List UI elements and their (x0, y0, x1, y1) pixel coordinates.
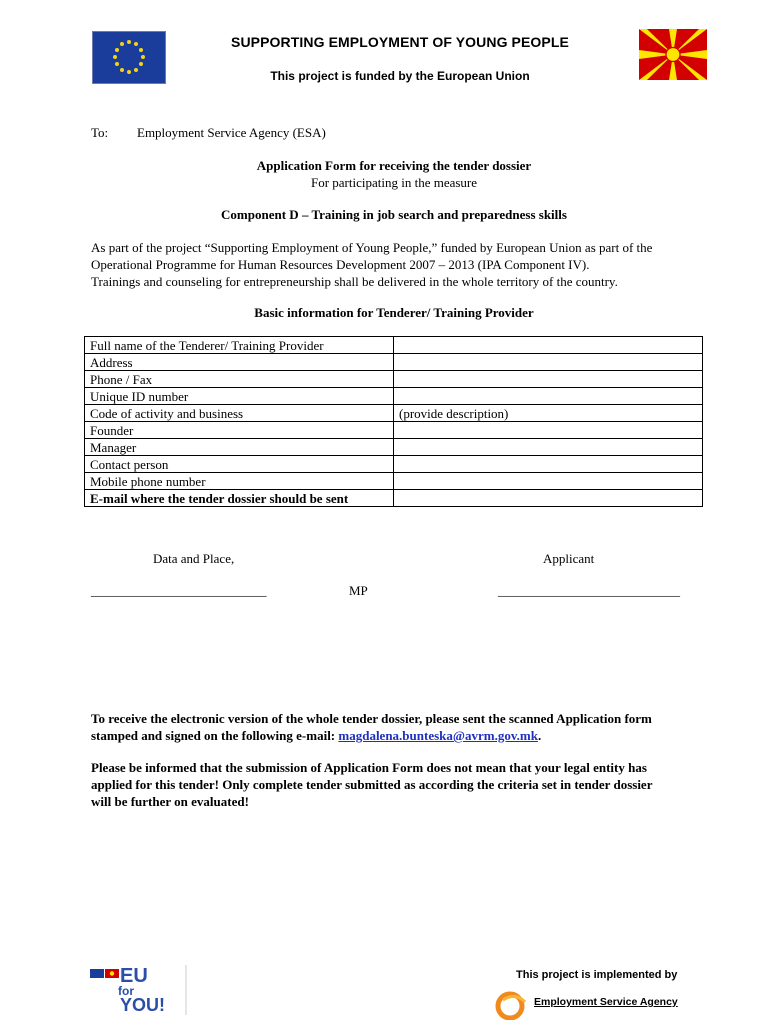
table-row (85, 439, 703, 456)
table-row (85, 405, 703, 422)
applicant-label: Applicant (543, 551, 595, 566)
row-value-field[interactable] (394, 473, 703, 490)
component-title: Component D – Training in job search and preparedness skills (221, 207, 567, 222)
to-label: To: (91, 125, 109, 140)
logo-text-eu: EU (120, 965, 148, 987)
row-value-field[interactable]: (provide description) (394, 405, 703, 422)
intro-line: Operational Programme for Human Resources Development 2007 – 2013 (IPA Component IV). (91, 257, 590, 272)
intro-paragraph (91, 239, 701, 290)
eu-flag-icon (92, 31, 166, 84)
row-label: Full name of the Tenderer/ Training Provider (85, 337, 394, 354)
row-value-field[interactable] (394, 354, 703, 371)
row-label: Unique ID number (85, 388, 394, 405)
email-link[interactable]: magdalena.bunteska@avrm.gov.mk (338, 728, 538, 743)
recipient-name: Employment Service Agency (ESA) (137, 125, 326, 140)
table-row (85, 422, 703, 439)
applicant-signature-line: ____________________________ (498, 583, 680, 598)
table-row (85, 456, 703, 473)
row-value-field[interactable] (394, 456, 703, 473)
notice-line (91, 727, 703, 744)
tenderer-info-table (84, 336, 703, 507)
row-value-field[interactable] (394, 422, 703, 439)
row-label: Founder (85, 422, 394, 439)
logo-text-you: YOU! (120, 995, 165, 1015)
form-subtitle: For participating in the measure (310, 175, 478, 190)
notice-line: To receive the electronic version of the whole tender dossier, please sent the scanned Application form (91, 711, 652, 726)
agency-name: Employment Service Agency (534, 996, 678, 1008)
notice-line: will be further on evaluated! (91, 794, 249, 809)
notice-text: stamped and signed on the following e-mail: (91, 728, 339, 743)
row-label: E-mail where the tender dossier should be sent (85, 490, 394, 507)
implemented-by-label: This project is implemented by (516, 969, 678, 981)
row-label: Address (85, 354, 394, 371)
eu-for-you-logo (90, 965, 190, 1015)
row-value-field[interactable] (394, 337, 703, 354)
logo-text-for: for (118, 984, 134, 998)
date-place-label: Data and Place, (153, 551, 235, 566)
table-row (85, 473, 703, 490)
table-row (85, 388, 703, 405)
form-title: Application Form for receiving the tender dossier (256, 158, 532, 173)
row-label: Phone / Fax (85, 371, 394, 388)
row-label: Mobile phone number (85, 473, 394, 490)
submission-notice (91, 759, 703, 810)
notice-text: . (537, 728, 542, 743)
row-label: Contact person (85, 456, 394, 473)
intro-line: Trainings and counseling for entrepreneurship shall be delivered in the whole territory of the country. (91, 274, 618, 289)
notice-line: Please be informed that the submission of Application Form does not mean that your legal entity has (91, 760, 647, 775)
row-label: Manager (85, 439, 394, 456)
mini-eu-flag-icon (90, 969, 104, 978)
row-value-field[interactable] (394, 371, 703, 388)
email-instructions (91, 710, 703, 744)
header-subtitle: This project is funded by the European Union (270, 69, 530, 83)
intro-line: As part of the project “Supporting Employment of Young People,” funded by European Union as part of the (91, 240, 653, 255)
row-label: Code of activity and business (85, 405, 394, 422)
date-place-signature-line: ___________________________ (91, 583, 267, 598)
notice-line: applied for this tender! Only complete tender submitted as according the criteria set in tender dossier (91, 777, 653, 792)
table-row (85, 490, 703, 507)
row-value-field[interactable] (394, 439, 703, 456)
header-title: SUPPORTING EMPLOYMENT OF YOUNG PEOPLE (231, 34, 569, 50)
table-heading: Basic information for Tenderer/ Training Provider (254, 305, 534, 320)
table-row (85, 337, 703, 354)
row-value-field[interactable] (394, 490, 703, 507)
row-value-field[interactable] (394, 388, 703, 405)
stamp-label: MP (349, 583, 368, 598)
north-macedonia-flag-icon (639, 29, 707, 80)
table-row (85, 354, 703, 371)
table-row (85, 371, 703, 388)
